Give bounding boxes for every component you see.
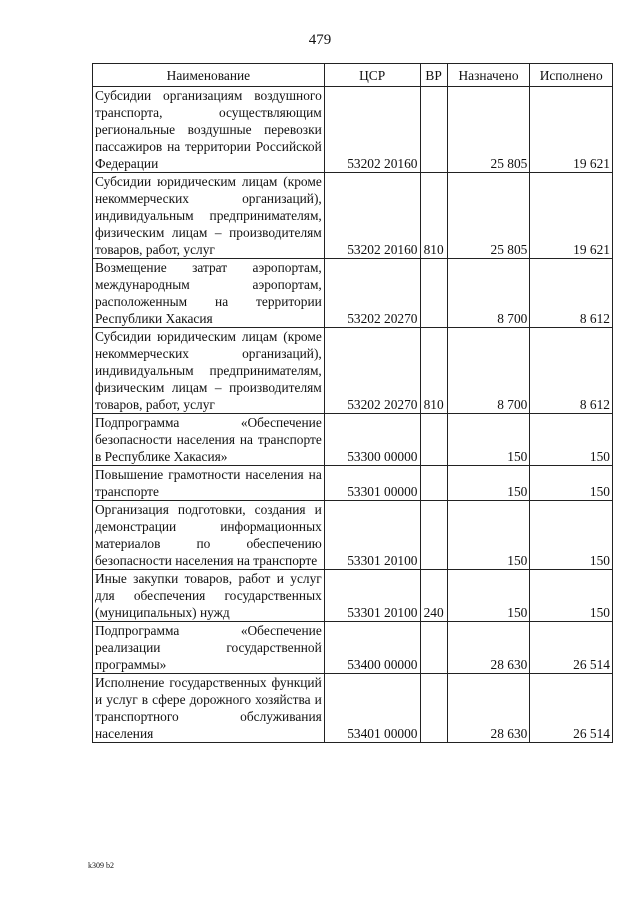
table-row: [93, 466, 613, 501]
table-row: [93, 259, 613, 328]
table-header-row: [93, 64, 613, 87]
column-header-csr: ЦСР: [324, 64, 420, 87]
budget-table: [92, 63, 613, 743]
row-name: Повышение грамотности населения на транспорте: [93, 466, 325, 501]
table-row: [93, 173, 613, 259]
row-assigned: 8 700: [447, 328, 530, 414]
row-assigned: 150: [447, 414, 530, 466]
row-assigned: 25 805: [447, 87, 530, 173]
row-vr: 810: [420, 173, 447, 259]
row-vr: [420, 501, 447, 570]
row-csr: 53202 20270: [324, 328, 420, 414]
page-number: 479: [308, 32, 332, 48]
table-row: [93, 414, 613, 466]
row-executed: 150: [530, 414, 613, 466]
row-vr: [420, 622, 447, 674]
row-name: Субсидии организациям воздушного транспорта, осуществляющим региональные воздушные перевозки пассажиров на территории Российской Федерации: [93, 87, 325, 173]
row-executed: 8 612: [530, 328, 613, 414]
row-executed: 26 514: [530, 674, 613, 743]
row-name: Субсидии юридическим лицам (кроме некоммерческих организаций), индивидуальным предпринимателям, физическим лицам – производителям товаров, работ, услуг: [93, 173, 325, 259]
row-csr: 53300 00000: [324, 414, 420, 466]
row-assigned: 8 700: [447, 259, 530, 328]
row-assigned: 150: [447, 570, 530, 622]
row-executed: 19 621: [530, 173, 613, 259]
row-executed: 8 612: [530, 259, 613, 328]
row-name: Иные закупки товаров, работ и услуг для обеспечения государственных (муниципальных) нужд: [93, 570, 325, 622]
row-executed: 150: [530, 570, 613, 622]
row-vr: [420, 87, 447, 173]
row-executed: 150: [530, 501, 613, 570]
table-row: [93, 570, 613, 622]
column-header-vr: ВР: [420, 64, 447, 87]
row-vr: [420, 674, 447, 743]
row-assigned: 28 630: [447, 622, 530, 674]
table-row: [93, 622, 613, 674]
footer-code: k309 b2: [88, 861, 114, 870]
column-header-name: Наименование: [93, 64, 325, 87]
table-row: [93, 87, 613, 173]
row-assigned: 28 630: [447, 674, 530, 743]
row-csr: 53400 00000: [324, 622, 420, 674]
row-csr: 53301 00000: [324, 466, 420, 501]
row-csr: 53202 20160: [324, 87, 420, 173]
column-header-executed: Исполнено: [530, 64, 613, 87]
table-row: [93, 328, 613, 414]
row-csr: 53301 20100: [324, 501, 420, 570]
table-row: [93, 501, 613, 570]
table-row: [93, 674, 613, 743]
row-name: Субсидии юридическим лицам (кроме некоммерческих организаций), индивидуальным предпринимателям, физическим лицам – производителям товаров, работ, услуг: [93, 328, 325, 414]
row-vr: [420, 466, 447, 501]
row-csr: 53401 00000: [324, 674, 420, 743]
row-assigned: 25 805: [447, 173, 530, 259]
row-vr: [420, 414, 447, 466]
row-csr: 53202 20160: [324, 173, 420, 259]
row-executed: 26 514: [530, 622, 613, 674]
column-header-assigned: Назначено: [447, 64, 530, 87]
row-vr: 240: [420, 570, 447, 622]
row-assigned: 150: [447, 466, 530, 501]
row-assigned: 150: [447, 501, 530, 570]
row-name: Возмещение затрат аэропортам, международным аэропортам, расположенным на территории Республики Хакасия: [93, 259, 325, 328]
row-name: Исполнение государственных функций и услуг в сфере дорожного хозяйства и транспортного обслуживания населения: [93, 674, 325, 743]
row-name: Организация подготовки, создания и демонстрации информационных материалов по обеспечению безопасности населения на транспорте: [93, 501, 325, 570]
row-executed: 150: [530, 466, 613, 501]
row-executed: 19 621: [530, 87, 613, 173]
row-vr: [420, 259, 447, 328]
row-csr: 53301 20100: [324, 570, 420, 622]
row-name: Подпрограмма «Обеспечение безопасности населения на транспорте в Республике Хакасия»: [93, 414, 325, 466]
row-name: Подпрограмма «Обеспечение реализации государственной программы»: [93, 622, 325, 674]
row-csr: 53202 20270: [324, 259, 420, 328]
row-vr: 810: [420, 328, 447, 414]
